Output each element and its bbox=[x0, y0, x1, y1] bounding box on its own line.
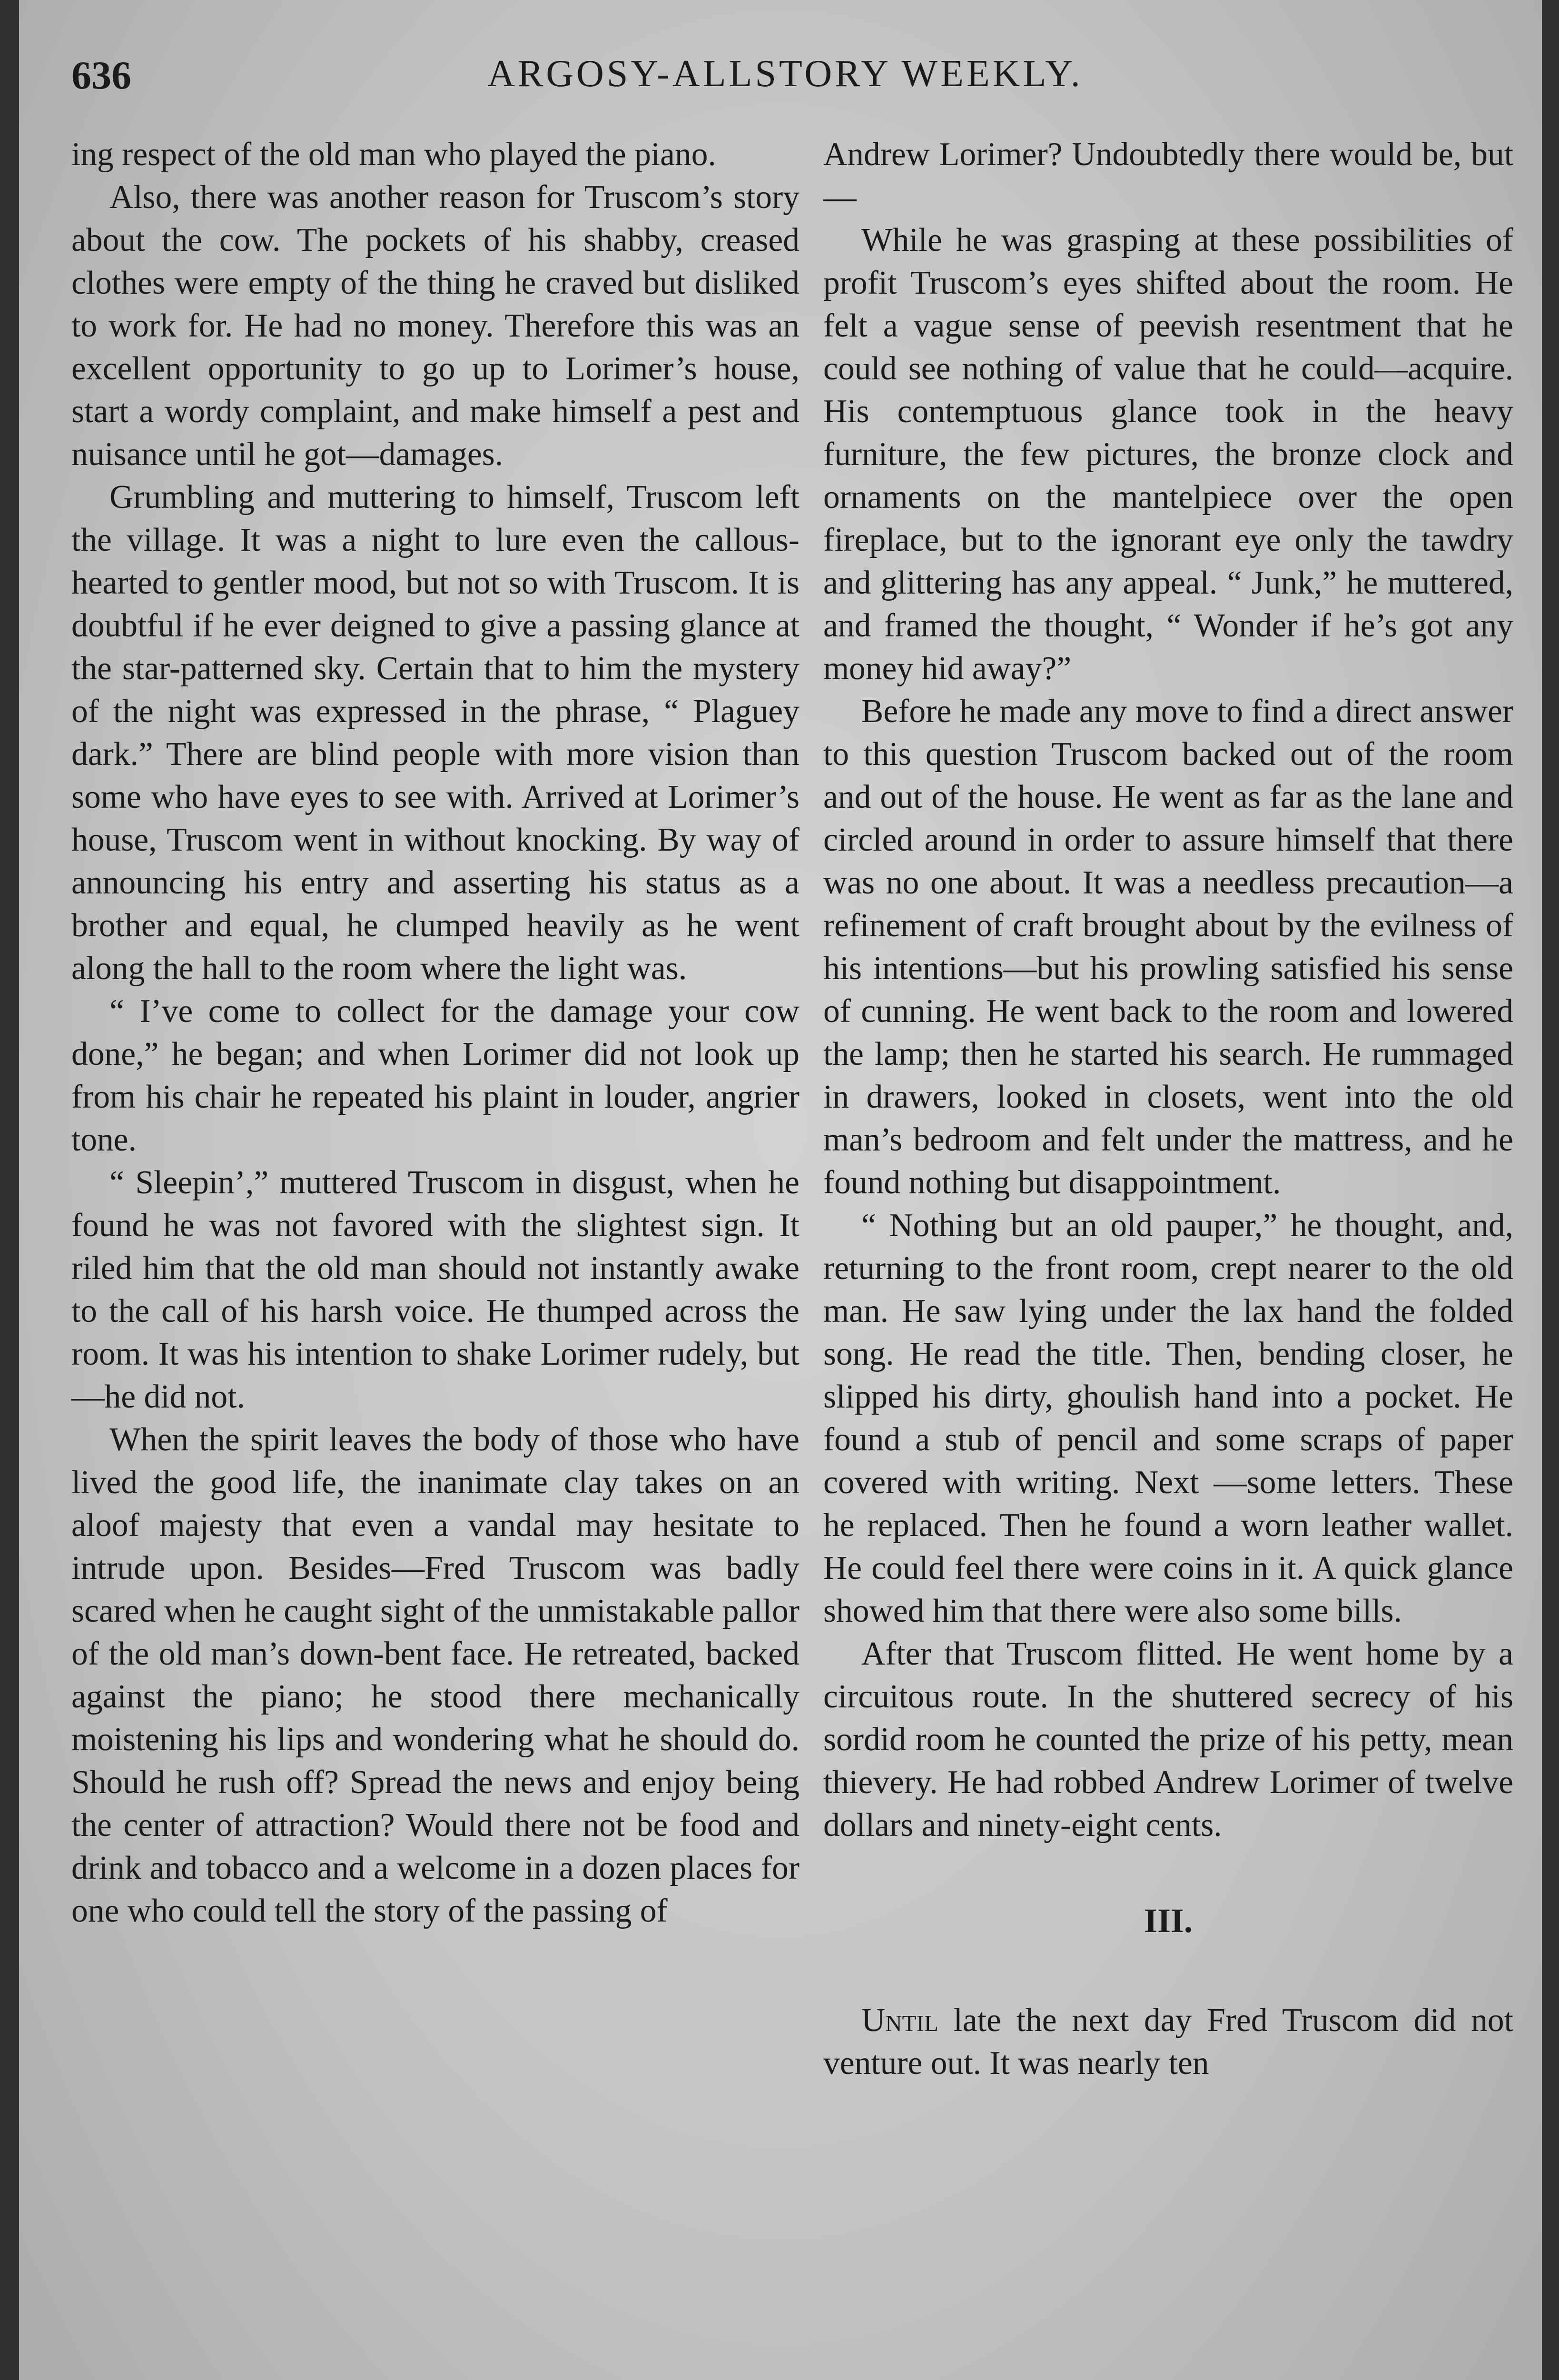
paragraph: “ Sleepin’,” muttered Truscom in disgust, when he found he was not favored with the slightest sign. It riled him that the old man should not instantly awake to the call of his harsh voice. He thumped across the room. It was his intention to shake Lorimer rudely, but—he did not. bbox=[71, 1164, 799, 1415]
paragraph: While he was grasping at these possibilities of profit Truscom’s eyes shifted about the room. He felt a vague sense of peevish resentment that he could see nothing of value that he could—acquire. His contemptuous glance took in the heavy furniture, the few pictures, the bronze clock and ornaments on the mantelpiece over the open fireplace, but to the ignorant eye only the tawdry and glittering has any appeal. “ Junk,” he muttered, and framed the thought, “ Wonder if he’s got any money hid away?” bbox=[823, 222, 1513, 687]
left-column bbox=[71, 133, 799, 1933]
right-column bbox=[823, 133, 1513, 2085]
page-number: 636 bbox=[71, 53, 131, 98]
paragraph: Andrew Lorimer? Undoubtedly there would be, but— bbox=[823, 136, 1513, 216]
magazine-page bbox=[19, 0, 1542, 2380]
paragraph: ing respect of the old man who played the piano. bbox=[71, 136, 716, 173]
running-title: ARGOSY-ALLSTORY WEEKLY. bbox=[487, 53, 1083, 95]
paragraph: “ I’ve come to collect for the damage your cow done,” he began; and when Lorimer did not look up from his chair he repeated his plaint in louder, angrier tone. bbox=[71, 993, 799, 1158]
opening-text: late the next day Fred Truscom did not venture out. It was nearly ten bbox=[823, 2002, 1513, 2082]
opening-word: Until bbox=[861, 2002, 938, 2039]
paragraph: Also, there was another reason for Truscom’s story about the cow. The pockets of his shabby, creased clothes were empty of the thing he craved but disliked to work for. He had no money. Therefore this was an excellent opportunity to go up to Lorimer’s house, start a wordy complaint, and make himself a pest and nuisance until he got—damages. bbox=[71, 179, 799, 473]
paragraph: “ Nothing but an old pauper,” he thought, and, returning to the front room, crept nearer to the old man. He saw lying under the lax hand the folded song. He read the title. Then, bending closer, he slipped his dirty, ghoulish hand into a pocket. He found a stub of pencil and some scraps of paper covered with writing. Next —some letters. These he replaced. Then he found a worn leather wallet. He could feel there were coins in it. A quick glance showed him that there were also some bills. bbox=[823, 1207, 1513, 1629]
paragraph: When the spirit leaves the body of those who have lived the good life, the inanimate clay takes on an aloof majesty that even a vandal may hesitate to intrude upon. Besides—Fred Truscom was badly scared when he caught sight of the unmistakable pallor of the old man’s down-bent face. He retreated, backed against the piano; he stood there mechanically moistening his lips and wondering what he should do. Should he rush off? Spread the news and enjoy being the center of attraction? Would there not be food and drink and tobacco and a welcome in a dozen places for one who could tell the story of the passing of bbox=[71, 1421, 799, 1929]
section-heading: III. bbox=[1144, 1902, 1193, 1940]
paragraph: Before he made any move to find a direct answer to this question Truscom backed out of the room and out of the house. He went as far as the lane and circled around in order to assure himself that there was no one about. It was a needless precaution—a refinement of craft brought about by the evilness of his intentions—but his prowling satisfied his sense of cunning. He went back to the room and lowered the lamp; then he started his search. He rummaged in drawers, looked in closets, went into the old man’s bedroom and felt under the mattress, and he found nothing but disappointment. bbox=[823, 693, 1513, 1201]
section-opening-paragraph bbox=[823, 1999, 1513, 2085]
paragraph: Grumbling and muttering to himself, Truscom left the village. It was a night to lure even the callous-hearted to gentler mood, but not so with Truscom. It is doubtful if he ever deigned to give a passing glance at the star-patterned sky. Certain that to him the mystery of the night was expressed in the phrase, “ Plaguey dark.” There are blind people with more vision than some who have eyes to see with. Arrived at Lorimer’s house, Truscom went in without knocking. By way of announcing his entry and asserting his status as a brother and equal, he clumped heavily as he went along the hall to the room where the light was. bbox=[71, 479, 799, 987]
paragraph: After that Truscom flitted. He went home by a circuitous route. In the shuttered secrecy of his sordid room he counted the prize of his petty, mean thievery. He had robbed Andrew Lorimer of twelve dollars and ninety-eight cents. bbox=[823, 1636, 1513, 1844]
page-header bbox=[71, 52, 1499, 109]
